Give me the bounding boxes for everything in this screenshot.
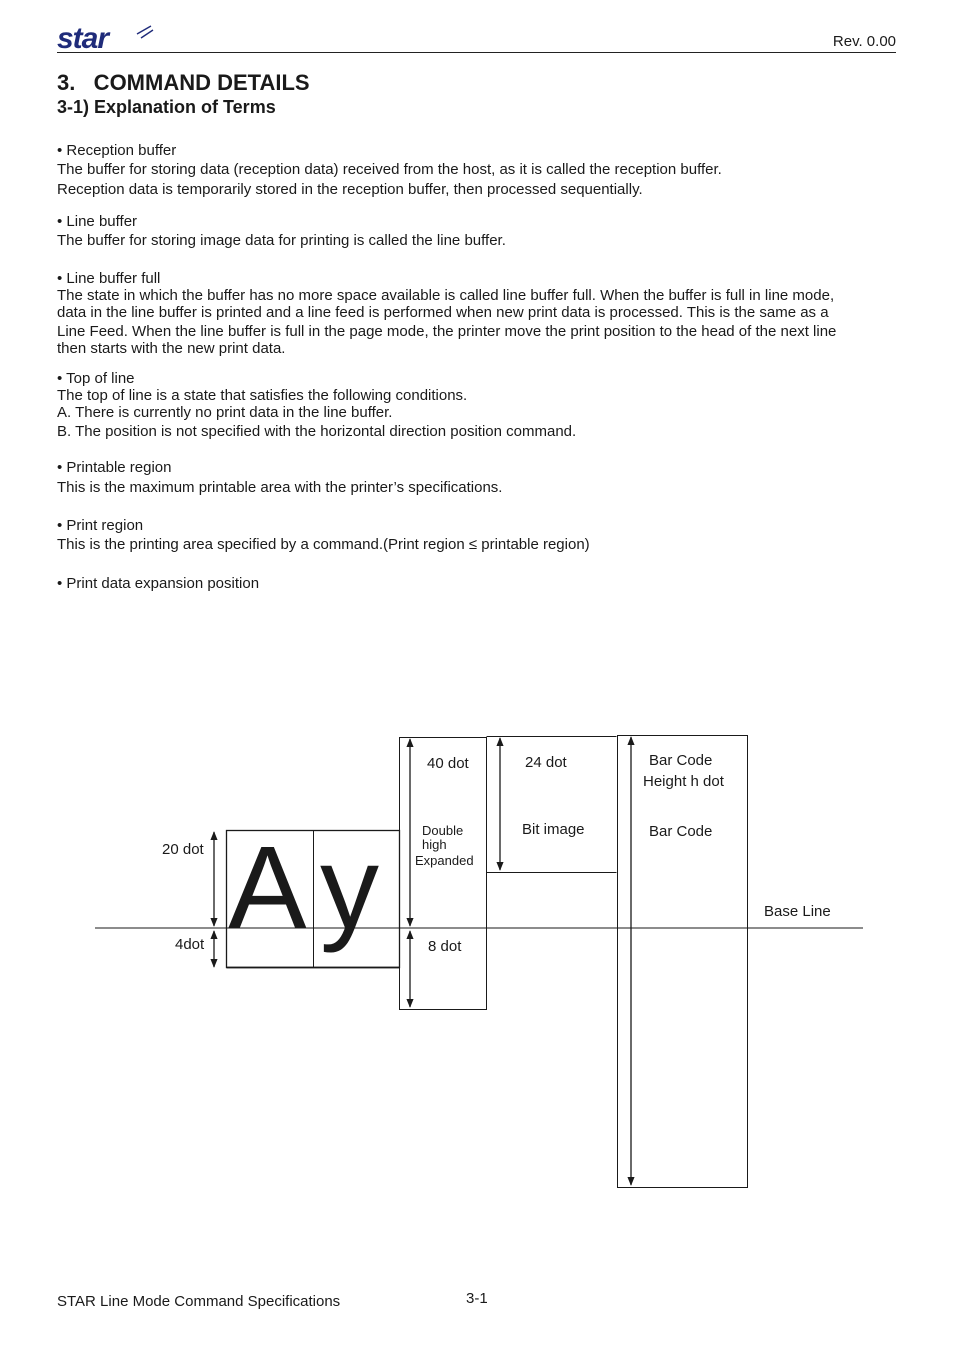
character-y: y bbox=[320, 822, 379, 954]
label-bit-image: Bit image bbox=[522, 821, 585, 838]
term-line: B. The position is not specified with the horizontal direction position command. bbox=[57, 423, 577, 440]
footer-doc-title: STAR Line Mode Command Specifications bbox=[57, 1293, 341, 1310]
term-heading: • Printable region bbox=[57, 459, 172, 476]
barcode-box bbox=[618, 736, 748, 1188]
label-20dot: 20 dot bbox=[162, 841, 204, 858]
term-heading: • Reception buffer bbox=[57, 142, 177, 159]
term-heading: • Print region bbox=[57, 517, 144, 534]
label-double: Double bbox=[422, 823, 464, 838]
term-line: A. There is currently no print data in the line buffer. bbox=[57, 404, 393, 421]
term-heading: • Line buffer bbox=[57, 213, 138, 230]
page-title: 3. COMMAND DETAILS bbox=[57, 70, 310, 95]
term-line: Reception data is temporarily stored in the reception buffer, then processed sequentially. bbox=[57, 181, 643, 198]
term-line: Line Feed. When the line buffer is full in the page mode, the printer move the print position to the head of the next line bbox=[57, 323, 837, 340]
term-line: The top of line is a state that satisfies the following conditions. bbox=[57, 387, 468, 404]
footer-page-number: 3-1 bbox=[466, 1290, 488, 1307]
label-expanded: Expanded bbox=[415, 853, 474, 868]
label-barcode: Bar Code bbox=[649, 823, 713, 840]
term-line: then starts with the new print data. bbox=[57, 340, 286, 357]
label-40dot: 40 dot bbox=[427, 755, 469, 772]
logo-text: star bbox=[57, 24, 109, 52]
label-base-line: Base Line bbox=[764, 903, 831, 920]
term-line: The state in which the buffer has no more space available is called line buffer full. When the buffer is full in line mode, bbox=[57, 287, 835, 304]
label-8dot: 8 dot bbox=[428, 938, 462, 955]
term-line: This is the printing area specified by a command.(Print region ≤ printable region) bbox=[57, 536, 590, 553]
label-barcode-height-line1: Bar Code bbox=[649, 752, 713, 769]
term-line: This is the maximum printable area with the printer’s specifications. bbox=[57, 479, 503, 496]
term-line: data in the line buffer is printed and a line feed is performed when new print data is processed. This is the same as a bbox=[57, 304, 829, 321]
label-high: high bbox=[422, 837, 447, 852]
label-barcode-height-line2: Height h dot bbox=[643, 773, 724, 790]
term-heading: • Top of line bbox=[57, 370, 135, 387]
term-line: The buffer for storing image data for printing is called the line buffer. bbox=[57, 232, 506, 249]
double-high-box bbox=[400, 738, 487, 1010]
character-a: A bbox=[228, 822, 307, 954]
revision-label: Rev. 0.00 bbox=[832, 33, 896, 50]
section-subtitle: 3-1) Explanation of Terms bbox=[57, 97, 276, 117]
label-4dot: 4dot bbox=[175, 936, 205, 953]
term-heading: • Print data expansion position bbox=[57, 575, 260, 592]
label-24dot: 24 dot bbox=[525, 754, 567, 771]
term-line: The buffer for storing data (reception data) received from the host, as it is called the reception buffer. bbox=[57, 161, 722, 178]
term-heading: • Line buffer full bbox=[57, 270, 161, 287]
